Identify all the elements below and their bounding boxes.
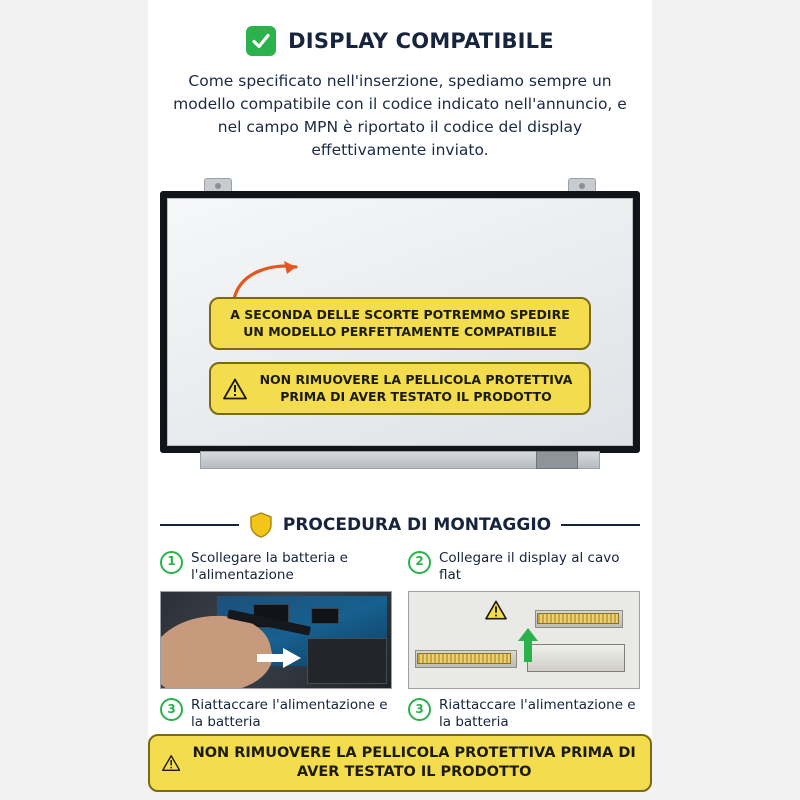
cable-contacts (537, 613, 619, 624)
left-margin-band (0, 0, 148, 800)
step-1-label (160, 550, 392, 585)
laptop-motherboard-photo (160, 591, 392, 689)
shield-icon (249, 512, 273, 538)
display-illustration (160, 178, 640, 478)
procedure-header (160, 512, 640, 538)
lcd-panel (160, 191, 640, 453)
footer-warning-notice (148, 734, 652, 792)
connector-socket (527, 644, 625, 672)
step-number: 3 (408, 698, 431, 721)
panel-connector (536, 451, 578, 469)
warning-triangle-icon (162, 750, 180, 776)
step-text: Collegare il display al cavo flat (439, 549, 620, 584)
step-number: 3 (160, 698, 183, 721)
film-notice (209, 362, 591, 416)
step-text: Riattaccare l'alimentazione e la batteria (191, 696, 388, 731)
header (148, 26, 652, 56)
step-number: 1 (160, 551, 183, 574)
flat-cable-connector-photo (408, 591, 640, 689)
battery (307, 638, 387, 684)
step-2-label (408, 550, 640, 585)
procedure-steps (160, 550, 640, 738)
chip (311, 608, 339, 624)
green-arrow-icon (517, 628, 539, 662)
rule-left (160, 524, 239, 526)
procedure-title: PROCEDURA DI MONTAGGIO (282, 514, 552, 535)
footer-warning-text: NON RIMUOVERE LA PELLICOLA PROTETTIVA PRIMA DI AVER TESTATO IL PRODOTTO (192, 745, 636, 781)
warning-triangle-icon (485, 600, 507, 620)
lcd-screen-surface (167, 198, 633, 446)
rule-right (561, 524, 640, 526)
intro-text: Come specificato nell'inserzione, spediamo sempre un modello compatibile con il codice indicato nell'annuncio, e nel campo MPN è riportato il codice del display effettivamente inviato. (173, 72, 627, 159)
step-3-label (160, 697, 392, 732)
white-arrow-icon (257, 648, 301, 668)
content-column (148, 0, 652, 800)
step-text: Scollegare la batteria e l'alimentazione (191, 549, 348, 584)
step-number: 2 (408, 551, 431, 574)
step-4-label (408, 697, 640, 732)
film-notice-text: NON RIMUOVERE LA PELLICOLA PROTETTIVA PRIMA DI AVER TESTATO IL PRODOTTO (259, 371, 573, 404)
check-mark-icon (246, 26, 276, 56)
right-margin-band (652, 0, 800, 800)
page-title: DISPLAY COMPATIBILE (288, 29, 554, 53)
warning-triangle-icon (223, 378, 247, 400)
step-text: Riattaccare l'alimentazione e la batteria (439, 696, 636, 731)
cable-contacts (417, 653, 511, 664)
curved-arrow-icon (230, 259, 304, 301)
stock-notice: A SECONDA DELLE SCORTE POTREMMO SPEDIRE UN MODELLO PERFETTAMENTE COMPATIBILE (209, 297, 591, 351)
